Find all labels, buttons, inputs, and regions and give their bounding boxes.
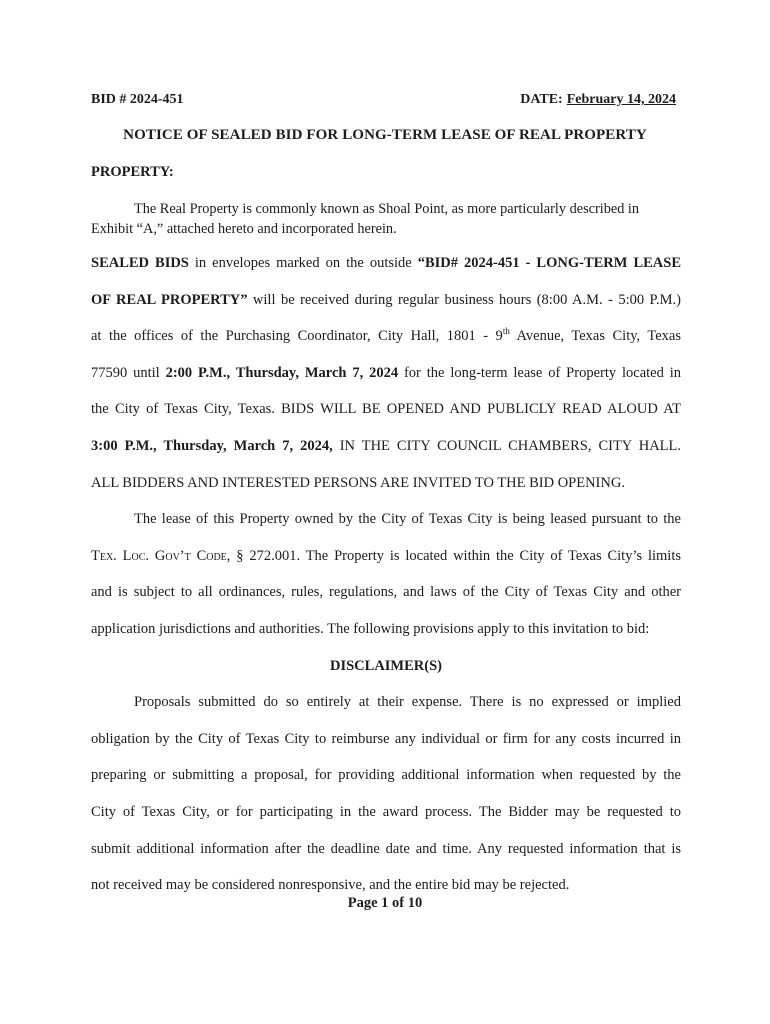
sealed-bids-line-4: 77590 until 2:00 P.M., Thursday, March 7, 2024 for the long-term lease of Property located in [91,364,681,381]
property-description: The Real Property is commonly known as Shoal Point, as more particularly described in Exhibit “A,” attached hereto and incorporated herein. [91,201,640,237]
sealed-bids-line-7: ALL BIDDERS AND INTERESTED PERSONS ARE INVITED TO THE BID OPENING. [91,474,625,491]
disclaimer-line-6: not received may be considered nonresponsive, and the entire bid may be rejected. [91,877,570,894]
sealed-bids-line-3: at the offices of the Purchasing Coordinator, City Hall, 1801 - 9th Avenue, Texas City, Texas [91,326,681,345]
sealed-bids-line-6: 3:00 P.M., Thursday, March 7, 2024, IN THE CITY COUNCIL CHAMBERS, CITY HALL. [91,437,681,454]
lease-line-2: Tex. Loc. Gov’t Code, § 272.001. The Property is located within the City of Texas City’s limits [91,547,681,564]
lease-line-3: and is subject to all ordinances, rules, regulations, and laws of the City of Texas City and other [91,584,681,601]
bid-number: BID # 2024-451 [91,92,184,107]
disclaimer-line-5: submit additional information after the deadline date and time. Any requested information that is [91,840,681,857]
disclaimer-line-4: City of Texas City, or for participating in the award process. The Bidder may be requested to [91,803,681,820]
sealed-bids-line-1: SEALED BIDS in envelopes marked on the outside “BID# 2024-451 - LONG-TERM LEASE [91,255,681,271]
disclaimer-heading: DISCLAIMER(S) [330,657,442,674]
disclaimer-line-2: obligation by the City of Texas City to reimburse any individual or firm for any costs incurred in [91,730,681,747]
date-value: February 14, 2024 [566,92,676,107]
header-row [91,92,676,114]
property-heading: PROPERTY: [91,164,174,180]
disclaimer-line-1: Proposals submitted do so entirely at their expense. There is no expressed or implied [134,694,681,711]
page-number: Page 1 of 10 [347,895,423,911]
date-label: DATE: [520,92,563,107]
lease-line-1: The lease of this Property owned by the City of Texas City is being leased pursuant to the [134,511,681,528]
lease-line-4: application jurisdictions and authorities. The following provisions apply to this invitation to bid: [91,620,650,637]
notice-title: NOTICE OF SEALED BID FOR LONG-TERM LEASE OF REAL PROPERTY [123,127,647,143]
sealed-bids-line-2: OF REAL PROPERTY” will be received during regular business hours (8:00 A.M. - 5:00 P.M.) [91,291,681,308]
statute-reference: Tex. Loc. Gov’t Code [91,547,227,564]
disclaimer-line-3: preparing or submitting a proposal, for providing additional information when requested by the [91,767,681,784]
body-text [91,251,681,910]
date-field [520,92,676,108]
sealed-bids-line-5: the City of Texas City, Texas. BIDS WILL BE OPENED AND PUBLICLY READ ALOUD AT [91,401,681,418]
